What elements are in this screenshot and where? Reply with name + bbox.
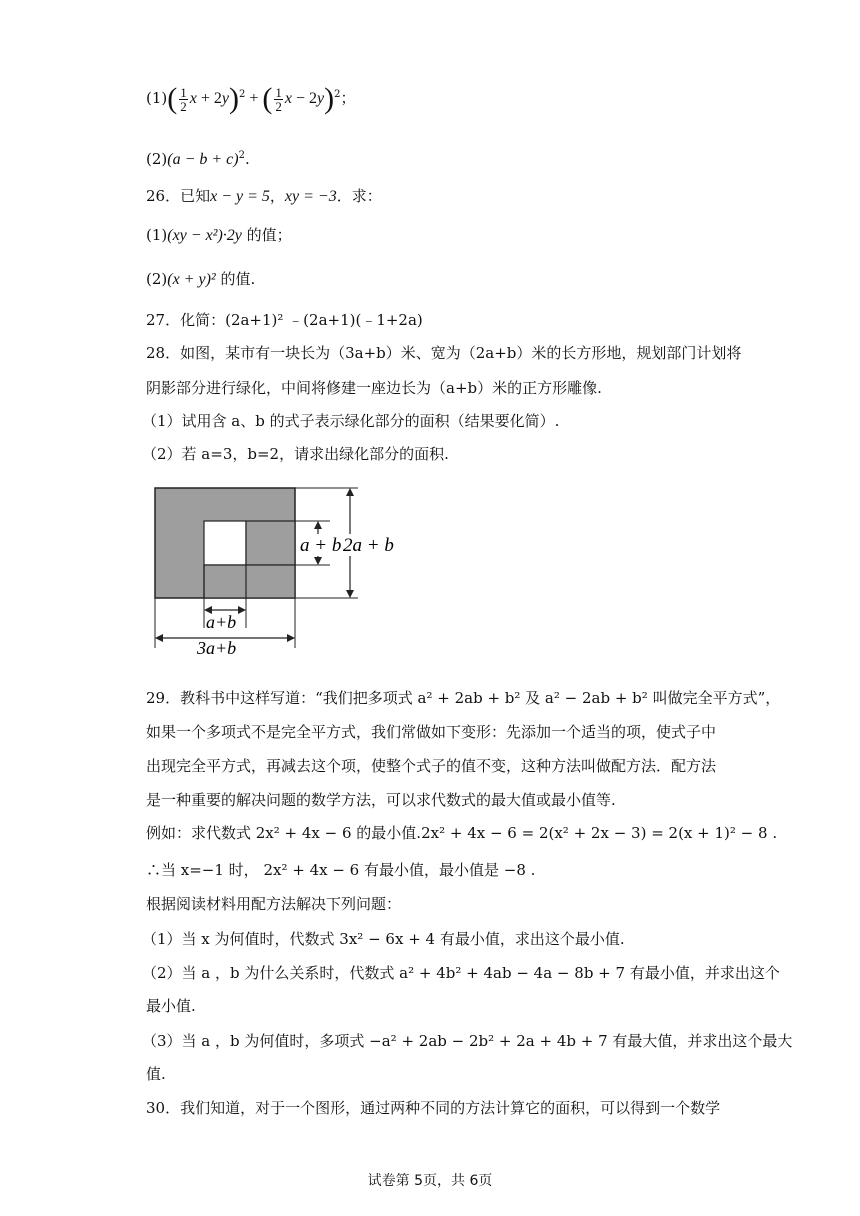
q29-line1: 29．教科书中这样写道：“我们把多项式 a² + 2ab + b² 及 a² − 2ab + b² 叫做完全平方式”， (146, 689, 781, 707)
label-inner-width: a+b (206, 612, 237, 632)
q29-sub1: （1）当 x 为何值时，代数式 3x² − 6x + 4 有最小值，求出这个最小值. (142, 930, 625, 948)
fraction-half: $\frac{1}{2}$ (180, 84, 187, 114)
q30-line1: 30．我们知道，对于一个图形，通过两种不同的方法计算它的面积，可以得到一个数学 (146, 1099, 721, 1117)
q26-cond2: xy = −3 (284, 188, 337, 205)
q29-intro: 根据阅读材料用配方法解决下列问题： (146, 895, 402, 913)
q29-line3: 出现完全平方式，再减去这个项，使整个式子的值不变，这种方法叫做配方法．配方法 (146, 757, 717, 775)
inner-lower-region (204, 565, 295, 598)
statue-square (204, 521, 246, 565)
q26-stem-pre: 已知 (180, 187, 211, 205)
fraction-half: $\frac{1}{2}$ (275, 84, 282, 114)
q29-sub2b: 最小值. (146, 997, 196, 1015)
q25-part1-label: (1) (146, 89, 168, 107)
q26-part1-label: (1) (146, 226, 168, 244)
q25-part2-label: (2) (146, 150, 168, 168)
q28-sub1: （1）试用含 a、b 的式子表示绿化部分的面积（结果要化简）. (142, 412, 560, 430)
q28-line2: 阴影部分进行绿化，中间将修建一座边长为（a+b）米的正方形雕像. (146, 379, 602, 397)
label-height: 2a + b (343, 535, 394, 556)
q29-sub2a: （2）当 a ，b 为什么关系时，代数式 a² + 4b² + 4ab − 4a − 8b + 7 有最小值，并求出这个 (142, 964, 780, 982)
q28-sub2: （2）若 a=3，b=2，请求出绿化部分的面积. (142, 445, 449, 463)
q29-example: 例如：求代数式 2x² + 4x − 6 的最小值.2x² + 4x − 6 = 2(x² + 2x − 3) = 2(x + 1)² − 8 . (146, 824, 778, 842)
label-inner-height: a + b (300, 535, 342, 556)
q29-line4: 是一种重要的解决问题的数学方法，可以求代数式的最大值或最小值等. (146, 791, 616, 809)
q26-part2-tail: 的值. (215, 270, 256, 288)
q29-line2: 如果一个多项式不是完全平方式，我们常做如下变形：先添加一个适当的项，使式子中 (146, 723, 717, 741)
q26-number: 26． (146, 187, 181, 205)
q25-part2-exp: 2 (238, 150, 245, 161)
q26-part2-label: (2) (146, 270, 168, 288)
q25-part2 (146, 145, 250, 171)
q29-sub3b: 值. (146, 1065, 166, 1083)
label-width: 3a+b (197, 638, 237, 658)
q27-text: 27．化简：(2a+1)² ﹣(2a+1)(﹣1+2a) (146, 311, 423, 329)
q26-part1 (146, 224, 292, 247)
q28-line1: 28．如图，某市有一块长为（3a+b）米、宽为（2a+b）米的长方形地，规划部门计划将 (146, 344, 742, 362)
q25-part1-end: ； (340, 89, 356, 107)
q29-sub3a: （3）当 a ，b 为何值时，多项式 −a² + 2ab − 2b² + 2a + 4b + 7 有最大值，并求出这个最大 (142, 1032, 793, 1050)
q26-part1-expr: (xy − x²)·2y (167, 227, 242, 244)
q25-part2-end: . (244, 150, 250, 168)
q26-part1-tail: 的值； (241, 226, 292, 244)
q26-part2-expr: (x + y)² (167, 271, 216, 288)
q28-figure (140, 478, 420, 658)
q26-stem-post: ．求： (336, 187, 382, 205)
page-footer: 试卷第 5页，共 6页 (367, 1173, 493, 1189)
q26-cond1: x − y = 5 (210, 188, 270, 205)
q26-stem (146, 185, 382, 208)
q25-part1: (1)( $\frac{1}{2}$ x + 2y)$^2$ + ( $\frac{1}{2}$ x − 2y)$^2$； (146, 82, 356, 115)
q26-comma: ， (269, 187, 285, 205)
inner-shaded-region (246, 521, 295, 565)
q25-part2-expr: (a − b + c) (167, 151, 239, 168)
q29-therefore: ∴当 x=−1 时， 2x² + 4x − 6 有最小值，最小值是 −8 . (146, 861, 536, 879)
q26-part2 (146, 268, 255, 291)
